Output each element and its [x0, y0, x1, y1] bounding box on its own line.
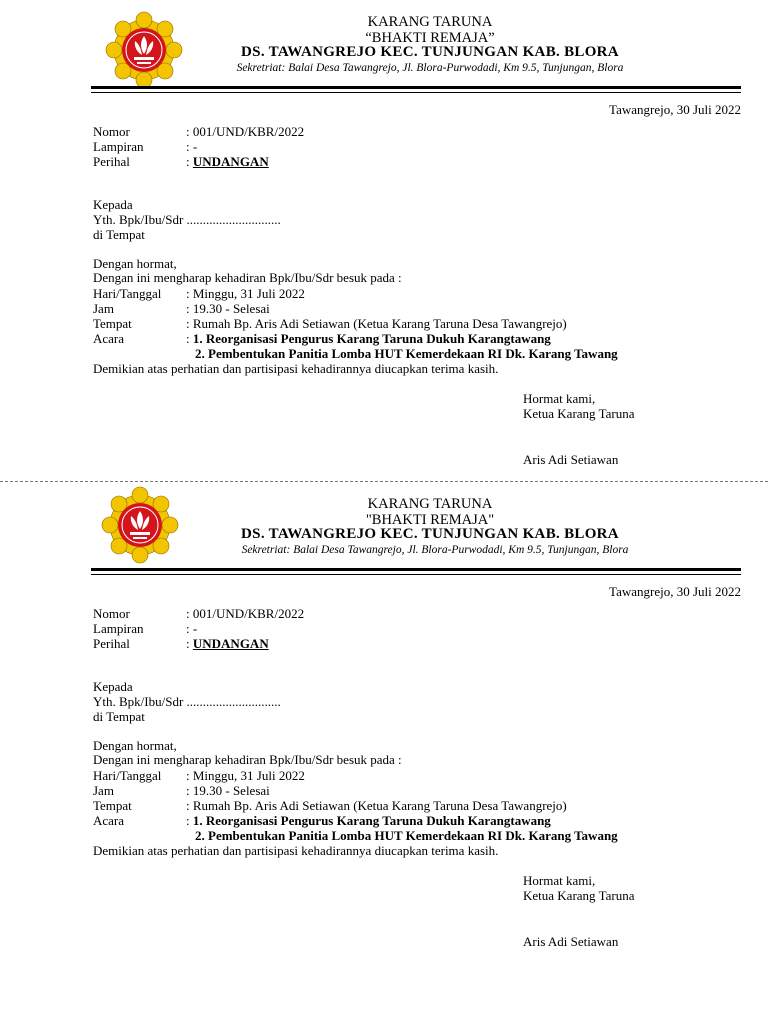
- header-divider-thin: [91, 574, 741, 575]
- org-address: Sekretriat: Balai Desa Tawangrejo, Jl. Blora-Purwodadi, Km 9.5, Tunjungan, Blora: [236, 62, 624, 74]
- intro-text: Dengan ini mengharap kehadiran Bpk/Ibu/Sdr besuk pada :: [93, 270, 402, 285]
- tempat-label: Tempat: [93, 798, 132, 813]
- signer-name: Aris Adi Setiawan: [523, 934, 619, 949]
- header-divider-thick: [91, 86, 741, 89]
- closing-greeting: Hormat kami,: [523, 391, 596, 406]
- acara-item-1: 1. Reorganisasi Pengurus Karang Taruna Dukuh Karangtawang: [192, 813, 551, 828]
- invitation-letter-2: [0, 482, 768, 962]
- lampiran-label: Lampiran: [93, 139, 144, 154]
- yth-line: Yth. Bpk/Ibu/Sdr .............................: [93, 694, 281, 709]
- kepada: Kepada: [93, 679, 133, 694]
- org-location: DS. TAWANGREJO KEC. TUNJUNGAN KAB. BLORA: [241, 526, 619, 542]
- perihal-colon: :: [186, 636, 190, 651]
- lampiran-value: : -: [186, 139, 198, 154]
- signer-name: Aris Adi Setiawan: [523, 452, 619, 467]
- org-name: KARANG TARUNA: [367, 14, 493, 30]
- kepada: Kepada: [93, 197, 133, 212]
- perihal-colon: :: [186, 154, 190, 169]
- penutup-text: Demikian atas perhatian dan partisipasi kehadirannya diucapkan terima kasih.: [93, 361, 499, 376]
- acara-item-2: 2. Pembentukan Panitia Lomba HUT Kemerdekaan RI Dk. Karang Tawang: [195, 346, 618, 361]
- nomor-label: Nomor: [93, 606, 130, 621]
- org-address: Sekretriat: Balai Desa Tawangrejo, Jl. Blora-Purwodadi, Km 9.5, Tunjungan, Blora: [241, 544, 629, 556]
- perihal-label: Perihal: [93, 154, 130, 169]
- header-divider-thin: [91, 92, 741, 93]
- hari-label: Hari/Tanggal: [93, 286, 162, 301]
- salam: Dengan hormat,: [93, 738, 177, 753]
- lampiran-value: : -: [186, 621, 198, 636]
- nomor-value: : 001/UND/KBR/2022: [186, 124, 305, 139]
- tempat-tujuan: di Tempat: [93, 227, 145, 242]
- tempat-label: Tempat: [93, 316, 132, 331]
- org-name: KARANG TARUNA: [367, 496, 493, 512]
- jam-label: Jam: [93, 301, 114, 316]
- lampiran-label: Lampiran: [93, 621, 144, 636]
- jam-label: Jam: [93, 783, 114, 798]
- jam-value: : 19.30 - Selesai: [186, 301, 270, 316]
- hari-value: : Minggu, 31 Juli 2022: [186, 286, 305, 301]
- org-motto: “BHAKTI REMAJA”: [365, 30, 495, 46]
- tempat-value: : Rumah Bp. Aris Adi Setiawan (Ketua Karang Taruna Desa Tawangrejo): [186, 798, 567, 813]
- signer-title: Ketua Karang Taruna: [523, 888, 635, 903]
- perihal-row: [186, 636, 269, 651]
- karang-taruna-emblem-icon: [104, 10, 184, 90]
- closing-greeting: Hormat kami,: [523, 873, 596, 888]
- hari-label: Hari/Tanggal: [93, 768, 162, 783]
- acara-item-1: 1. Reorganisasi Pengurus Karang Taruna Dukuh Karangtawang: [192, 331, 551, 346]
- acara-colon: :: [186, 813, 190, 828]
- org-motto: "BHAKTI REMAJA": [365, 512, 495, 528]
- salam: Dengan hormat,: [93, 256, 177, 271]
- nomor-value: : 001/UND/KBR/2022: [186, 606, 305, 621]
- yth-line: Yth. Bpk/Ibu/Sdr .............................: [93, 212, 281, 227]
- org-location: DS. TAWANGREJO KEC. TUNJUNGAN KAB. BLORA: [241, 44, 619, 60]
- karang-taruna-emblem-icon: [100, 485, 180, 565]
- tempat-tujuan: di Tempat: [93, 709, 145, 724]
- acara-label: Acara: [93, 813, 125, 828]
- acara-label: Acara: [93, 331, 125, 346]
- penutup-text: Demikian atas perhatian dan partisipasi kehadirannya diucapkan terima kasih.: [93, 843, 499, 858]
- perihal-row: [186, 154, 269, 169]
- acara-row: [186, 331, 551, 346]
- tempat-value: : Rumah Bp. Aris Adi Setiawan (Ketua Karang Taruna Desa Tawangrejo): [186, 316, 567, 331]
- nomor-label: Nomor: [93, 124, 130, 139]
- perihal-label: Perihal: [93, 636, 130, 651]
- place-date: Tawangrejo, 30 Juli 2022: [609, 584, 741, 599]
- header-divider-thick: [91, 568, 741, 571]
- acara-item-2: 2. Pembentukan Panitia Lomba HUT Kemerdekaan RI Dk. Karang Tawang: [195, 828, 618, 843]
- invitation-letter-1: [0, 0, 768, 480]
- signer-title: Ketua Karang Taruna: [523, 406, 635, 421]
- perihal-value: UNDANGAN: [192, 154, 269, 169]
- jam-value: : 19.30 - Selesai: [186, 783, 270, 798]
- place-date: Tawangrejo, 30 Juli 2022: [609, 102, 741, 117]
- intro-text: Dengan ini mengharap kehadiran Bpk/Ibu/Sdr besuk pada :: [93, 752, 402, 767]
- perihal-value: UNDANGAN: [192, 636, 269, 651]
- hari-value: : Minggu, 31 Juli 2022: [186, 768, 305, 783]
- acara-colon: :: [186, 331, 190, 346]
- acara-row: [186, 813, 551, 828]
